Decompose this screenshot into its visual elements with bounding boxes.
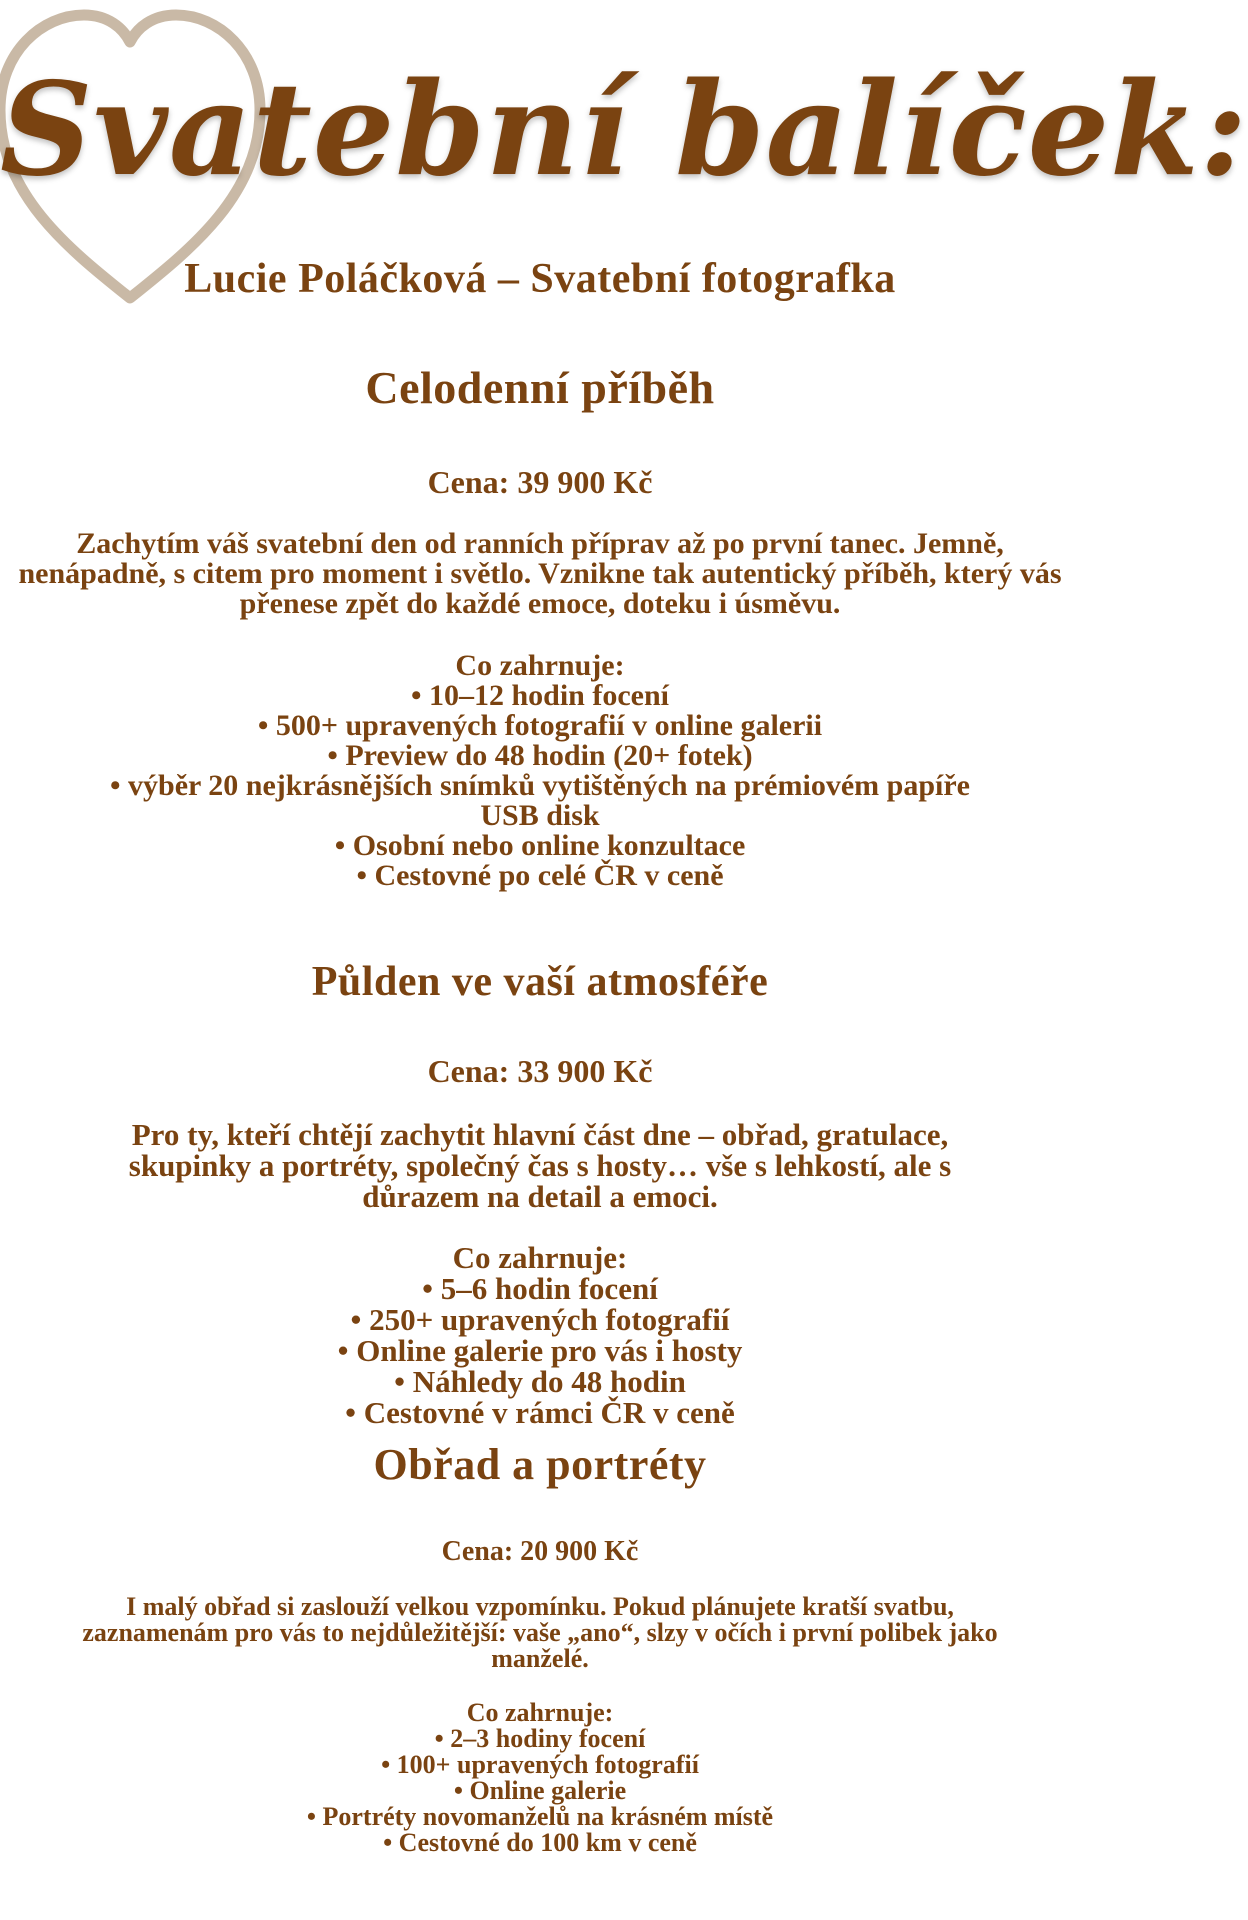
list-item: • 250+ upravených fotografií bbox=[350, 1301, 730, 1337]
package-description: I malý obřad si zaslouží velkou vzpomínku. Pokud plánujete kratší svatbu, zaznamenám pro vás to nejdůležitější: vaše „ano“, slzy v očích i první polibek jako manželé. bbox=[82, 1592, 998, 1674]
list-item: • 500+ upravených fotografií v online galerii bbox=[257, 709, 823, 743]
package-includes bbox=[0, 651, 1080, 891]
package-price: Cena: 33 900 Kč bbox=[427, 1053, 653, 1090]
list-item: • 100+ upravených fotografií bbox=[381, 1750, 699, 1780]
list-item: • 2–3 hodiny focení bbox=[434, 1724, 646, 1754]
package-price: Cena: 39 900 Kč bbox=[427, 463, 653, 500]
package-price: Cena: 20 900 Kč bbox=[441, 1535, 639, 1567]
includes-label: Co zahrnuje: bbox=[452, 1239, 628, 1275]
page-title: Svatební balíček: bbox=[0, 55, 1248, 205]
package-name: Obřad a portréty bbox=[373, 1440, 707, 1489]
page-subtitle: Lucie Poláčková – Svatební fotografka bbox=[184, 256, 896, 302]
package-obrad bbox=[0, 1440, 1080, 1856]
list-item: • Náhledy do 48 hodin bbox=[394, 1363, 686, 1399]
package-description: Zachytím váš svatební den od ranních příprav až po první tanec. Jemně, nenápadně, s citem pro moment i světlo. Vznikne tak autentický příběh, který vás přenese zpět do každé emoce, doteku i úsměvu. bbox=[18, 527, 1062, 621]
package-name: Celodenní příběh bbox=[365, 362, 715, 413]
package-includes bbox=[0, 1700, 1080, 1856]
list-item: • Online galerie bbox=[453, 1776, 627, 1806]
list-item: • Portréty novomanželů na krásném místě bbox=[306, 1802, 774, 1832]
package-description: Pro ty, kteří chtějí zachytit hlavní část dne – obřad, gratulace, skupinky a portréty, společný čas s hosty… vše s lehkostí, ale s důrazem na detail a emoci. bbox=[128, 1116, 952, 1214]
list-item: • Preview do 48 hodin (20+ fotek) bbox=[327, 739, 753, 773]
list-item: • Online galerie pro vás i hosty bbox=[337, 1332, 743, 1368]
package-includes bbox=[0, 1239, 1080, 1430]
list-item: • výběr 20 nejkrásnějších snímků vytištěných na prémiovém papíře bbox=[110, 769, 970, 803]
list-item: • Cestovné do 100 km v ceně bbox=[383, 1828, 697, 1858]
list-item: • Cestovné v rámci ČR v ceně bbox=[345, 1394, 735, 1430]
list-item: • Osobní nebo online konzultace bbox=[334, 829, 746, 863]
package-pulden bbox=[0, 958, 1080, 1428]
list-item: • 5–6 hodin focení bbox=[422, 1270, 658, 1306]
package-name: Půlden ve vaší atmosféře bbox=[311, 959, 769, 1005]
list-item: USB disk bbox=[480, 799, 600, 833]
list-item: • 10–12 hodin focení bbox=[410, 679, 670, 713]
includes-label: Co zahrnuje: bbox=[466, 1698, 614, 1728]
package-celodenni bbox=[0, 362, 1080, 891]
list-item: • Cestovné po celé ČR v ceně bbox=[356, 859, 724, 893]
includes-label: Co zahrnuje: bbox=[455, 649, 625, 683]
